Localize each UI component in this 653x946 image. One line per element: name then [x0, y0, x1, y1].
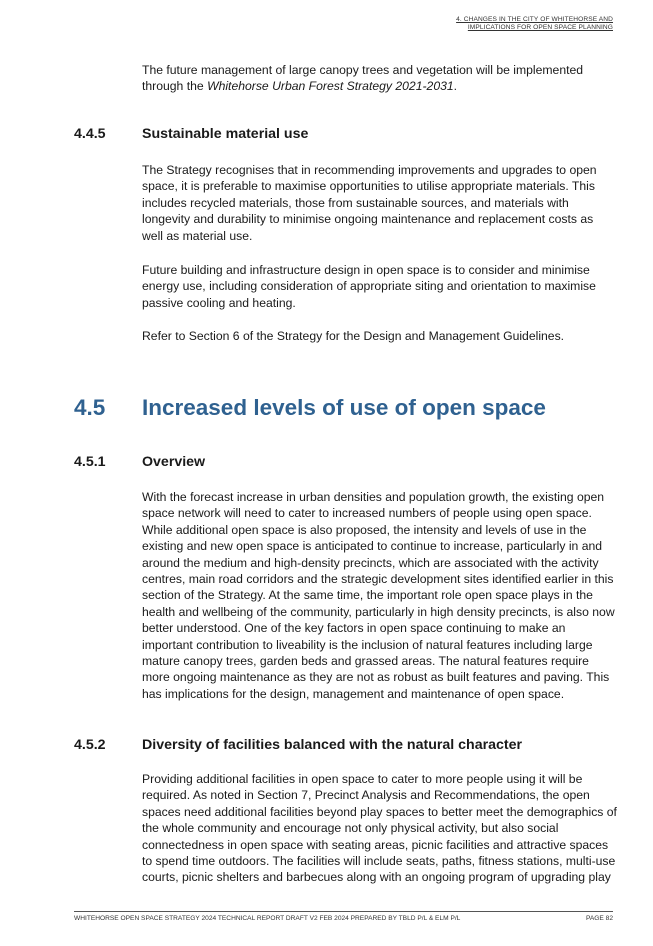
footer-divider	[74, 911, 613, 912]
running-header-line-1: 4. CHANGES IN THE CITY OF WHITEHORSE AND	[456, 16, 613, 23]
section-number: 4.5.2	[74, 737, 106, 753]
intro-text-end: .	[453, 79, 458, 94]
paragraph-overview: With the forecast increase in urban densities and population growth, the existing open space network will need to cater to increased numbers of people using open space. While additional open space is also proposed, the intensity and levels of use in the existing and new open space is anticipated to continue to increase, particularly in and around the medium and high-density precincts, which are associated with the activity centres, main road corridors and the strategic development sites identified earlier in this section of the Strategy. At the same time, the important role open space plays in the health and wellbeing of the community, particularly in high density precincts, is also now better understood. One of the key factors in open space continuing to make an important contribution to liveability is the inclusion of natural features including large mature canopy trees, garden beds and grassed areas. The natural features require more ongoing maintenance as they are not as robust as built features and paving. This has implications for the design, management and maintenance of open space.	[142, 490, 615, 701]
section-number: 4.5	[74, 395, 106, 420]
running-header	[456, 16, 613, 32]
section-title: Diversity of facilities balanced with the natural character	[142, 737, 523, 753]
intro-text: The future management of large canopy trees and vegetation will be implemented through the	[142, 63, 584, 94]
section-number: 4.4.5	[74, 126, 106, 142]
section-number: 4.5.1	[74, 454, 106, 470]
section-4-5-heading	[74, 395, 546, 421]
paragraph-sustainable-materials: The Strategy recognises that in recommending improvements and upgrades to open space, it is preferable to maximise opportunities to utilise appropriate materials. This includes recycled materials, those from sustainable sources, and materials with longevity and durability to minimise ongoing maintenance and replacement costs as well as material use.	[142, 163, 597, 243]
paragraph-refer-section-6: Refer to Section 6 of the Strategy for the Design and Management Guidelines.	[142, 329, 565, 343]
section-title: Sustainable material use	[142, 126, 309, 142]
intro-paragraph	[142, 62, 617, 95]
section-4-5-2-heading	[74, 737, 523, 753]
section-title: Increased levels of use of open space	[142, 395, 546, 420]
section-4-4-5-heading	[74, 126, 309, 142]
footer-report-info: WHITEHORSE OPEN SPACE STRATEGY 2024 TECHNICAL REPORT DRAFT V2 FEB 2024 PREPARED BY TBLD P/L & ELM P/L	[74, 915, 461, 922]
intro-italic-title: Whitehorse Urban Forest Strategy 2021-2031	[207, 79, 454, 94]
paragraph-diversity-of-facilities: Providing additional facilities in open space to cater to more people using it will be required. As noted in Section 7, Precinct Analysis and Recommendations, the open spaces need additional facilities beyond play spaces to better meet the demographics of the whole community and encourage not only physical activity, but also social connectedness in open space with seating areas, picnic facilities and attractive spaces to spend time outdoors. The facilities will include seats, paths, fitness stations, multi-use courts, picnic shelters and barbecues along with an ongoing program of upgrading play	[142, 772, 617, 885]
running-header-line-2: IMPLICATIONS FOR OPEN SPACE PLANNING	[467, 24, 613, 32]
paragraph-energy-use: Future building and infrastructure design in open space is to consider and minimise energy use, including consideration of appropriate siting and orientation to maximise passive cooling and heating.	[142, 263, 596, 310]
page-footer	[74, 915, 613, 922]
section-title: Overview	[142, 454, 206, 470]
section-4-5-1-heading	[74, 454, 206, 470]
page-number: PAGE 82	[586, 915, 613, 922]
